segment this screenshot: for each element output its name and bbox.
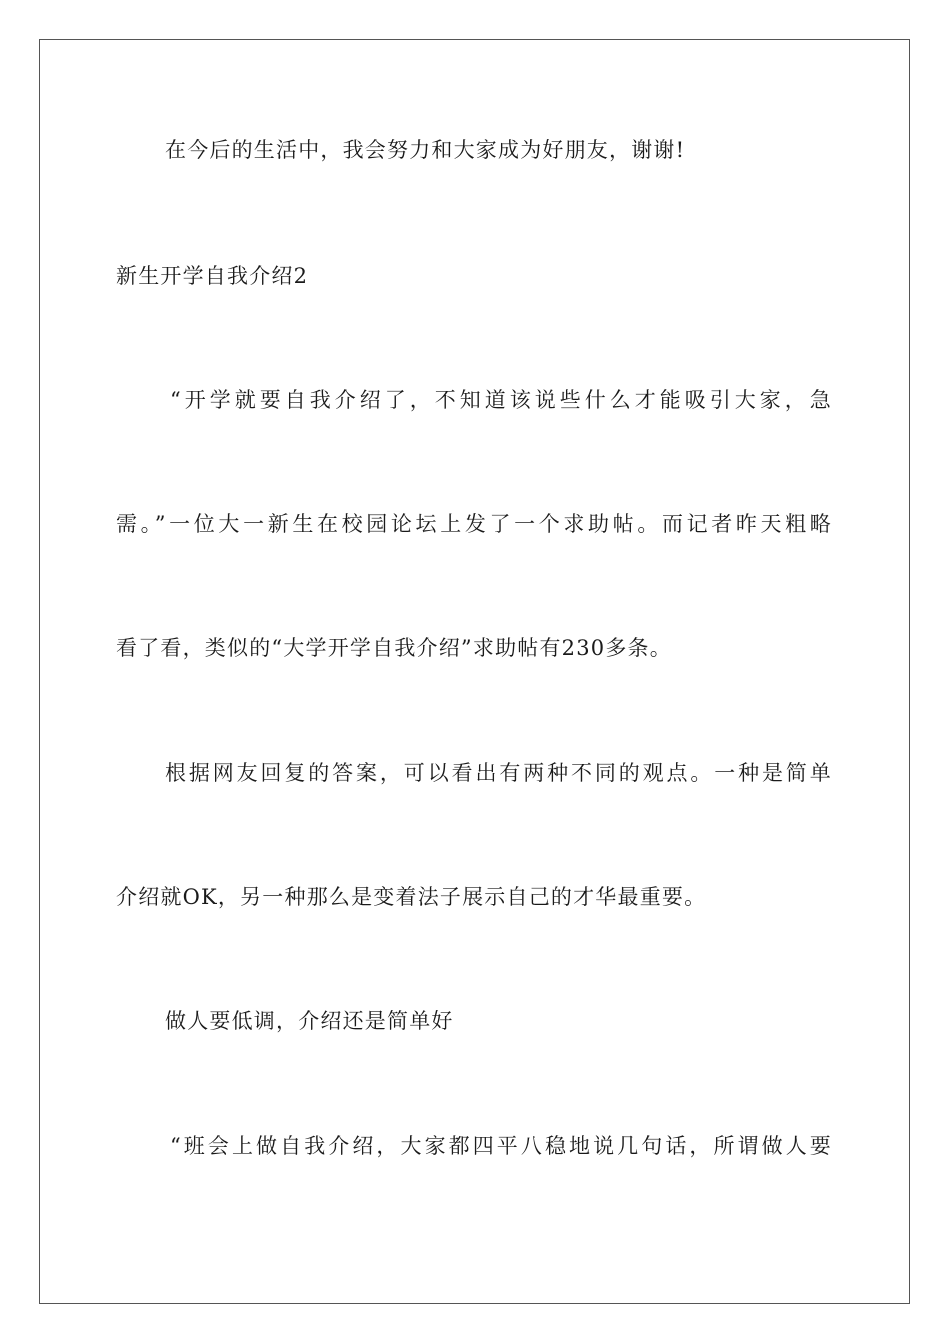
paragraph-line: 根据网友回复的答案，可以看出有两种不同的观点。一种是简单 [165,761,832,785]
paragraph-line: 看了看，类似的“大学开学自我介绍”求助帖有230多条。 [116,636,672,660]
section-heading: 新生开学自我介绍2 [116,264,309,288]
paragraph-line: “开学就要自我介绍了，不知道该说些什么才能吸引大家，急 [170,388,832,412]
paragraph-line: “班会上做自我介绍，大家都四平八稳地说几句话，所谓做人要 [170,1134,832,1158]
paragraph-line: 介绍就OK，另一种那么是变着法子展示自己的才华最重要。 [116,885,707,909]
paragraph-line-closing: 在今后的生活中，我会努力和大家成为好朋友，谢谢! [165,138,686,162]
subheading-line: 做人要低调，介绍还是简单好 [165,1009,454,1033]
page-border [39,39,910,1304]
paragraph-line: 需。”一位大一新生在校园论坛上发了一个求助帖。而记者昨天粗略 [116,512,832,536]
